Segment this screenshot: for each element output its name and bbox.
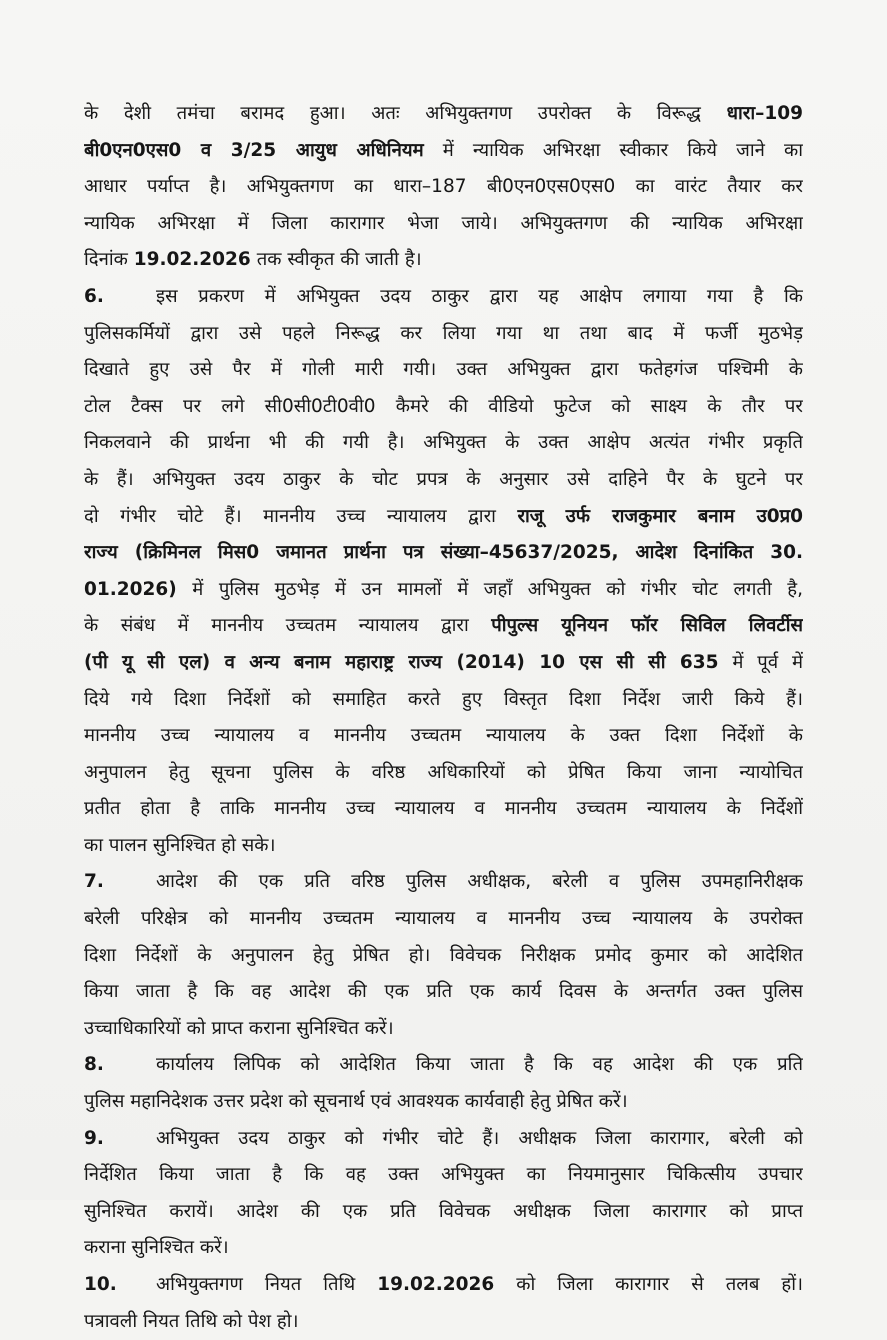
text-segment: को जिला कारागार से तलब हों। — [494, 1274, 803, 1295]
text-line — [84, 1304, 803, 1340]
text-segment: दिये गये दिशा निर्देशों को समाहित करते हुए विस्तृत दिशा निर्देश जारी किये हैं। — [84, 688, 803, 710]
text-line — [84, 389, 803, 426]
text-line — [84, 1121, 803, 1158]
bold-text-segment: (पी यू सी एल) व अन्य बनाम महाराष्ट्र राज्य (2014) 10 एस सी सी 635 — [84, 651, 719, 673]
text-segment: न्यायिक अभिरक्षा में जिला कारागार भेजा जाये। अभियुक्तगण की न्यायिक अभिरक्षा — [84, 212, 803, 234]
text-segment: कराना सुनिश्चित करें। — [84, 1237, 229, 1259]
text-line — [84, 133, 803, 170]
text-segment: में पुलिस मुठभेड़ में उन मामलों में जहाँ अभियुक्त को गंभीर चोट लगती है, — [176, 578, 803, 600]
text-segment: का पालन सुनिश्चित हो सके। — [84, 834, 276, 856]
text-segment: पुलिसकर्मियों द्वारा उसे पहले निरूद्ध कर लिया गया था तथा बाद में फर्जी मुठभेड़ — [84, 322, 803, 344]
paragraph-number: 8. — [84, 1054, 104, 1076]
text-segment: आधार पर्याप्त है। अभियुक्तगण का धारा–187 बी0एन0एस0एस0 का वारंट तैयार कर — [84, 176, 803, 198]
text-segment: के देशी तमंचा बरामद हुआ। अतः अभियुक्तगण उपरोक्त के विरूद्ध — [84, 103, 727, 124]
text-segment: सुनिश्चित करायें। आदेश की एक प्रति विवेचक अधीक्षक जिला कारागार को प्राप्त — [84, 1200, 803, 1222]
bold-text-segment: 19.02.2026 — [133, 249, 251, 271]
bold-text-segment: राज्य (क्रिमिनल मिस0 जमानत प्रार्थना पत्र संख्या–45637/2025, आदेश दिनांकित 30. — [84, 542, 803, 564]
text-line — [84, 572, 803, 609]
text-line — [84, 608, 803, 645]
text-line — [84, 242, 803, 279]
bold-text-segment: राजू उर्फ राजकुमार बनाम उ0प्र0 — [517, 505, 803, 527]
text-line — [84, 645, 803, 682]
text-segment: अनुपालन हेतु सूचना पुलिस के वरिष्ठ अधिकारियों को प्रेषित किया जाना न्यायोचित — [84, 761, 803, 783]
text-line — [84, 1194, 803, 1231]
text-line — [84, 974, 803, 1011]
paragraph-number: 6. — [84, 285, 104, 307]
text-segment: के हैं। अभियुक्त उदय ठाकुर के चोट प्रपत्र के अनुसार उसे दाहिने पैर के घुटने पर — [84, 468, 803, 490]
bold-text-segment: 19.02.2026 — [377, 1274, 495, 1295]
text-segment: निर्देशित किया जाता है कि वह उक्त अभियुक्त का नियमानुसार चिकित्सीय उपचार — [84, 1164, 803, 1186]
text-line — [84, 425, 803, 462]
paragraph-number: 10. — [84, 1274, 117, 1295]
text-segment: पत्रावली नियत तिथि को पेश हो। — [84, 1310, 299, 1332]
text-line — [84, 499, 803, 536]
text-segment: अभियुक्त उदय ठाकुर को गंभीर चोटे हैं। अधीक्षक जिला कारागार, बरेली को — [156, 1127, 803, 1149]
text-segment: इस प्रकरण में अभियुक्त उदय ठाकुर द्वारा यह आक्षेप लगाया गया है कि — [156, 285, 803, 307]
text-line — [84, 682, 803, 719]
bold-text-segment: पीपुल्स यूनियन फॉर सिविल लिवर्टीस — [491, 615, 803, 637]
text-segment: कार्यालय लिपिक को आदेशित किया जाता है कि वह आदेश की एक प्रति — [156, 1054, 803, 1076]
text-line — [84, 206, 803, 243]
text-line — [84, 718, 803, 755]
text-segment: टोल टैक्स पर लगे सी0सी0टी0वी0 कैमरे की वीडियो फुटेज को साक्ष्य के तौर पर — [84, 395, 803, 417]
text-line — [84, 462, 803, 499]
text-line — [84, 535, 803, 572]
text-segment: में पूर्व में — [718, 651, 803, 673]
text-segment: पुलिस महानिदेशक उत्तर प्रदेश को सूचनार्थ एवं आवश्यक कार्यवाही हेतु प्रेषित करें। — [84, 1091, 628, 1113]
text-line — [84, 828, 803, 865]
text-line — [84, 169, 803, 206]
order-body-text — [84, 96, 803, 1340]
text-segment: प्रतीत होता है ताकि माननीय उच्च न्यायालय व माननीय उच्चतम न्यायालय के निर्देशों — [84, 798, 803, 820]
text-line — [84, 791, 803, 828]
text-line — [84, 901, 803, 938]
text-segment: तक स्वीकृत की जाती है। — [250, 249, 422, 271]
text-line — [84, 1047, 803, 1084]
text-segment: माननीय उच्च न्यायालय व माननीय उच्चतम न्यायालय के उक्त दिशा निर्देशों के — [84, 725, 803, 747]
text-line — [84, 864, 803, 901]
text-line — [84, 1084, 803, 1121]
text-line — [84, 938, 803, 975]
text-line — [84, 755, 803, 792]
bold-text-segment: बी0एन0एस0 व 3/25 आयुध अधिनियम — [84, 139, 424, 161]
text-segment: दिखाते हुए उसे पैर में गोली मारी गयी। उक्त अभियुक्त द्वारा फतेहगंज पश्चिमी के — [84, 359, 803, 381]
text-segment: बरेली परिक्षेत्र को माननीय उच्चतम न्यायालय व माननीय उच्च न्यायालय के उपरोक्त — [84, 908, 803, 930]
text-line — [84, 96, 803, 133]
bold-text-segment: 01.2026) — [84, 578, 177, 600]
bold-text-segment: धारा–109 — [726, 103, 803, 124]
text-line — [84, 279, 803, 316]
text-line — [84, 1267, 803, 1304]
text-segment: में न्यायिक अभिरक्षा स्वीकार किये जाने का — [423, 139, 803, 161]
paragraph-number: 9. — [84, 1127, 104, 1149]
text-line — [84, 1011, 803, 1048]
text-line — [84, 316, 803, 353]
text-segment: किया जाता है कि वह आदेश की एक प्रति एक कार्य दिवस के अन्तर्गत उक्त पुलिस — [84, 981, 803, 1003]
text-segment: अभियुक्तगण नियत तिथि — [156, 1274, 378, 1295]
text-segment: दिनांक — [84, 249, 134, 271]
text-segment: दिशा निर्देशों के अनुपालन हेतु प्रेषित हो। विवेचक निरीक्षक प्रमोद कुमार को आदेशित — [84, 944, 803, 966]
text-segment: उच्चाधिकारियों को प्राप्त कराना सुनिश्चित करें। — [84, 1017, 394, 1039]
text-line — [84, 352, 803, 389]
text-line — [84, 1230, 803, 1267]
text-segment: आदेश की एक प्रति वरिष्ठ पुलिस अधीक्षक, बरेली व पुलिस उपमहानिरीक्षक — [156, 871, 803, 893]
text-segment: दो गंभीर चोटे हैं। माननीय उच्च न्यायालय द्वारा — [84, 505, 518, 527]
paragraph-number: 7. — [84, 871, 104, 893]
text-line — [84, 1157, 803, 1194]
text-segment: निकलवाने की प्रार्थना भी की गयी है। अभियुक्त के उक्त आक्षेप अत्यंत गंभीर प्रकृति — [84, 432, 803, 454]
text-segment: के संबंध में माननीय उच्चतम न्यायालय द्वारा — [84, 615, 492, 637]
